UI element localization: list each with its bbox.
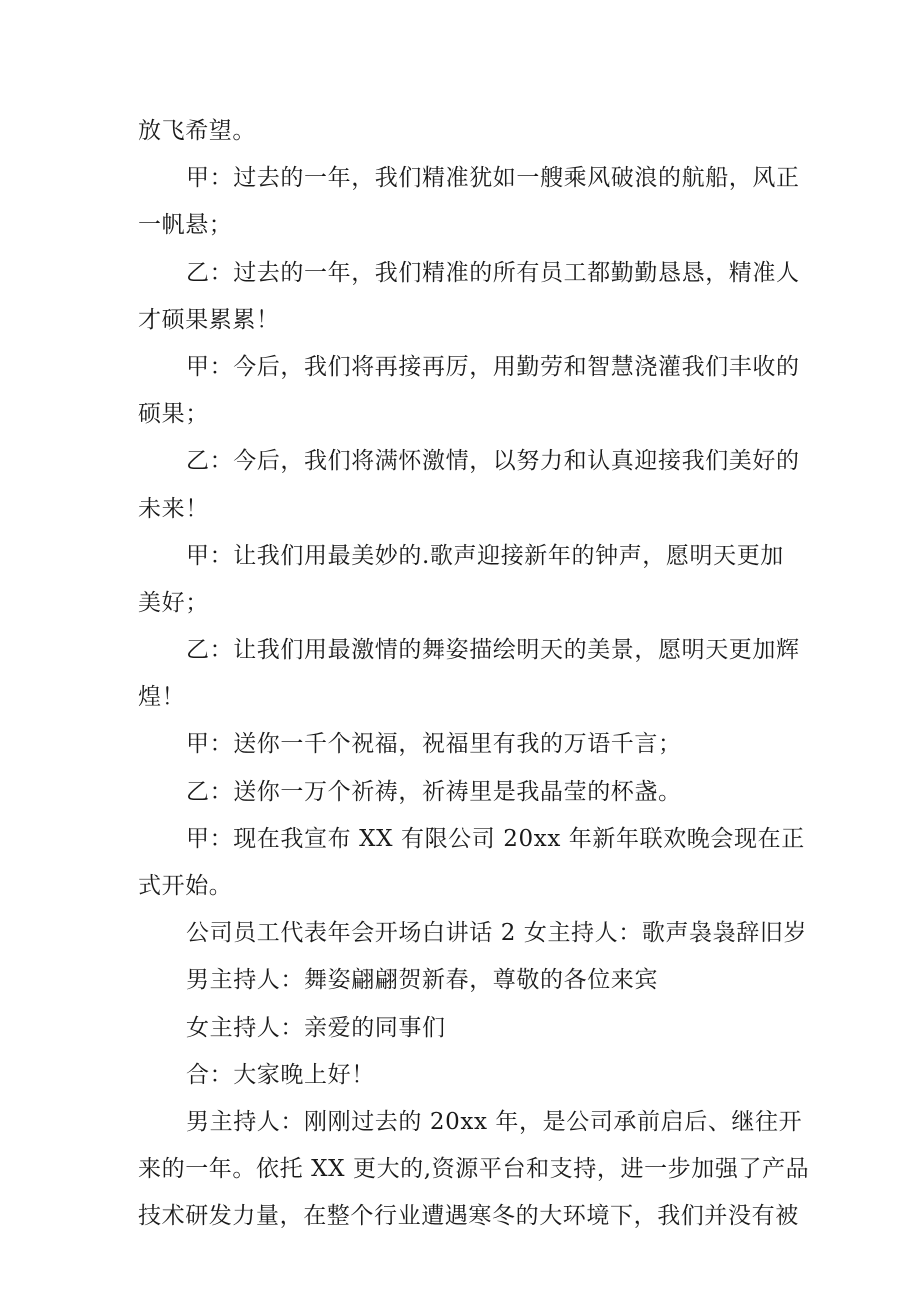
text-line: 乙：送你一万个祈祷，祈祷里是我晶莹的杯盏。 <box>186 778 682 805</box>
text-line: 一帆悬； <box>138 212 233 239</box>
text-line: 煌！ <box>138 684 186 711</box>
text-line: 美好； <box>138 589 209 616</box>
text-line: 硕果； <box>138 401 209 428</box>
text-line: 合：大家晚上好！ <box>186 1061 375 1088</box>
text-line: 技术研发力量，在整个行业遭遇寒冬的大环境下，我们并没有被 <box>138 1203 799 1230</box>
text-line: 公司员工代表年会开场白讲话 2 女主持人：歌声袅袅辞旧岁 <box>186 920 808 947</box>
text-line: 未来！ <box>138 495 209 522</box>
text-line: 乙：今后，我们将满怀激情，以努力和认真迎接我们美好的 <box>186 448 800 475</box>
text-line: 放飞希望。 <box>138 118 256 144</box>
text-line: 女主持人：亲爱的同事们 <box>186 1014 446 1041</box>
text-line: 才硕果累累！ <box>138 306 280 333</box>
text-line: 乙：让我们用最激情的舞姿描绘明天的美景，愿明天更加辉 <box>186 637 800 664</box>
text-line: 甲：今后，我们将再接再厉，用勤劳和智慧浇灌我们丰收的 <box>186 353 800 380</box>
text-line: 来的一年。依托 XX 更大的,资源平台和支持，进一步加强了产品 <box>138 1156 810 1183</box>
text-line: 甲：让我们用最美妙的.歌声迎接新年的钟声，愿明天更加 <box>186 542 784 569</box>
text-line: 乙：过去的一年，我们精准的所有员工都勤勤恳恳，精准人 <box>186 259 800 286</box>
document-body <box>138 108 810 1241</box>
text-line: 甲：送你一千个祝福，祝福里有我的万语千言； <box>186 731 682 758</box>
text-line: 男主持人：舞姿翩翩贺新春，尊敬的各位来宾 <box>186 967 658 994</box>
text-line: 式开始。 <box>138 873 233 899</box>
text-line: 甲：过去的一年，我们精准犹如一艘乘风破浪的航船，风正 <box>186 165 800 192</box>
text-line: 男主持人：刚刚过去的 20xx 年，是公司承前启后、继往开 <box>186 1108 803 1135</box>
text-line: 甲：现在我宣布 XX 有限公司 20xx 年新年联欢晚会现在正 <box>186 825 805 852</box>
